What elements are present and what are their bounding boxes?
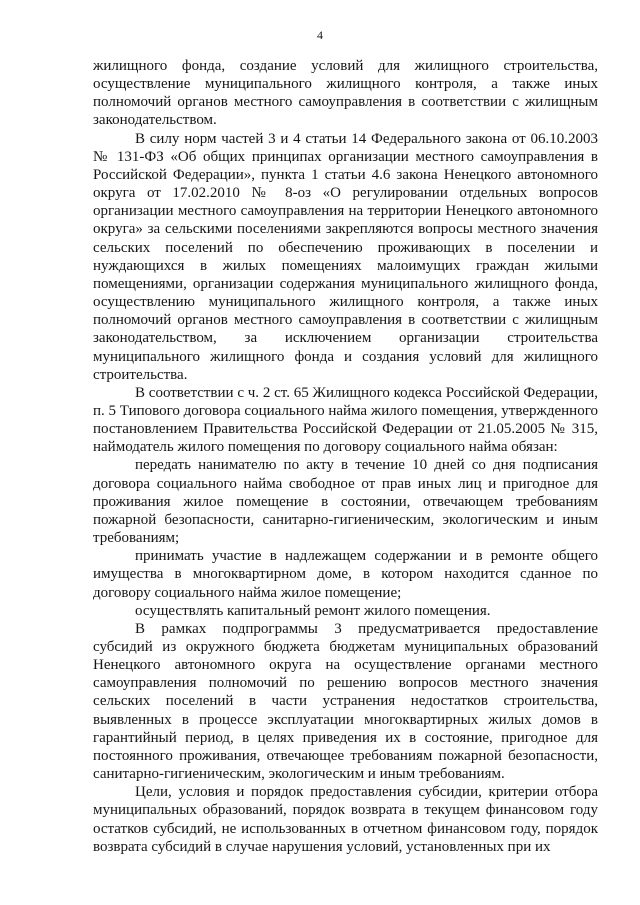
list-item: передать нанимателю по акту в течение 10 дней со дня подписания договора социального найма свободное от прав иных лиц и пригодное для проживания жилое помещение в состоянии, отвечающем требованиям пожарной безопасности, санитарно-гигиеническим, экологическим и иным требованиям; [93, 457, 598, 547]
page-number: 4 [317, 28, 323, 42]
paragraph: В силу норм частей 3 и 4 статьи 14 Федерального закона от 06.10.2003 № 131-ФЗ «Об общих принципах организации местного самоуправления в Российской Федерации», пункта 1 статьи 4.6 закона Ненецкого автономного округа от 17.02.2010 № 8-оз «О регулировании отдельных вопросов организации местного самоуправления на территории Ненецкого автономного округа» за сельскими поселениями закрепляются вопросы местного значения сельских поселений по обеспечению проживающих в поселении и нуждающихся в жилых помещениях малоимущих граждан жилыми помещениями, организации содержания муниципального жилищного фонда, осуществлению муниципального жилищного контроля, а также иных полномочий органов местного самоуправления в соответствии с жилищным законодательством, за исключением организации строительства муниципального жилищного фонда и создания условий для жилищного строительства. [93, 130, 598, 383]
document-body [93, 57, 598, 856]
list-item: осуществлять капитальный ремонт жилого помещения. [135, 602, 491, 619]
paragraph: жилищного фонда, создание условий для жилищного строительства, осуществление муниципального жилищного контроля, а также иных полномочий органов местного самоуправления в соответствии с жилищным законодательством. [93, 58, 598, 129]
paragraph: В рамках подпрограммы 3 предусматривается предоставление субсидий из окружного бюджета бюджетам муниципальных образований Ненецкого автономного округа на осуществление органами местного самоуправления полномочий по решению вопросов местного значения сельских поселений в части устранения недостатков строительства, выявленных в процессе эксплуатации многоквартирных жилых домов в гарантийный период, в целях приведения их в состояние, пригодное для постоянного проживания, отвечающее требованиям пожарной безопасности, санитарно-гигиеническим, экологическим и иным требованиям. [93, 620, 598, 783]
paragraph: В соответствии с ч. 2 ст. 65 Жилищного кодекса Российской Федерации, п. 5 Типового договора социального найма жилого помещения, утвержденного постановлением Правительства Российской Федерации от 21.05.2005 № 315, наймодатель жилого помещения по договору социального найма обязан: [93, 384, 598, 456]
paragraph: Цели, условия и порядок предоставления субсидии, критерии отбора муниципальных образований, порядок возврата в текущем финансовом году остатков субсидий, не использованных в отчетном финансовом году, порядок возврата субсидий в случае нарушения условий, установленных при их [93, 784, 598, 855]
list-item: принимать участие в надлежащем содержании и в ремонте общего имущества в многоквартирном доме, в котором находится сданное по договору социального найма жилое помещение; [93, 548, 598, 601]
